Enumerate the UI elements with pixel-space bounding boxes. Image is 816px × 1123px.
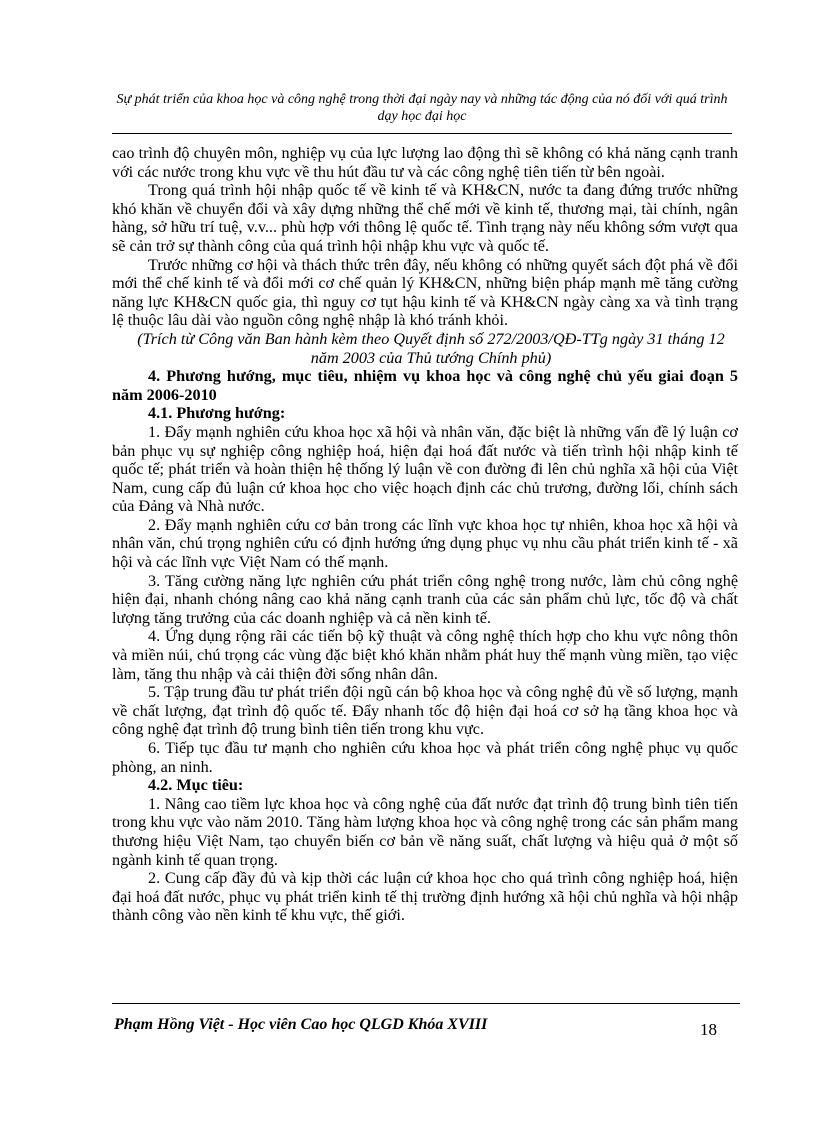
page-number: 18 [700, 1020, 717, 1039]
paragraph-continuation: cao trình độ chuyên môn, nghiệp vụ của lực lượng lao động thì sẽ không có khả năng cạnh tranh với các nước trong khu vực về thu hút đầu tư và các công nghệ tiên tiến từ bên ngoài. [112, 144, 738, 181]
list-item: 2. Cung cấp đầy đủ và kịp thời các luận cứ khoa học cho quá trình công nghiệp hoá, hiện đại hoá đất nước, phục vụ phát triển kinh tế thị trường định hướng xã hội chủ nghĩa và hội nhập thành công vào nền kinh tế khu vực, thế giới. [112, 869, 738, 925]
paragraph: Trước những cơ hội và thách thức trên đây, nếu không có những quyết sách đột phá về đổi mới thể chế kinh tế và đổi mới cơ chế quản lý KH&CN, những biện pháp mạnh mẽ tăng cường năng lực KH&CN quốc gia, thì nguy cơ tụt hậu kinh tế và KH&CN ngày càng xa và tình trạng lệ thuộc lâu dài vào nguồn công nghệ nhập là khó tránh khỏi. [112, 255, 738, 330]
subsection-heading: 4.1. Phương hướng: [148, 404, 286, 423]
paragraph: Trong quá trình hội nhập quốc tế về kinh tế và KH&CN, nước ta đang đứng trước những khó khăn về chuyển đổi và xây dựng những thể chế mới về kinh tế, thương mại, tài chính, ngân hàng, sở hữu trí tuệ, v.v... phù hợp với thông lệ quốc tế. Tình trạng này nếu không sớm vượt qua sẽ cản trở sự thành công của quá trình hội nhập khu vực và quốc tế. [112, 181, 738, 255]
footer-author: Phạm Hồng Việt - Học viên Cao học QLGD Khóa XVIII [114, 1016, 488, 1033]
footer-divider [112, 1003, 740, 1004]
subsection-heading: 4.2. Mục tiêu: [148, 776, 244, 795]
running-header: Sự phát triển của khoa học và công nghệ trong thời đại ngày nay và những tác động của nó đối với quá trình dạy học đại học [116, 92, 728, 124]
citation: (Trích từ Công văn Ban hành kèm theo Quyết định số 272/2003/QĐ-TTg ngày 31 tháng 12 năm 2003 của Thủ tướng Chính phủ) [137, 329, 725, 367]
list-item: 2. Đẩy mạnh nghiên cứu cơ bản trong các lĩnh vực khoa học tự nhiên, khoa học xã hội và nhân văn, chú trọng nghiên cứu có định hướng ứng dụng phục vụ nhu cầu phát triển kinh tế - xã hội và các lĩnh vực Việt Nam có thế mạnh. [112, 515, 738, 572]
list-item: 3. Tăng cường năng lực nghiên cứu phát triển công nghệ trong nước, làm chủ công nghệ hiện đại, nhanh chóng nâng cao khả năng cạnh tranh của các sản phẩm chủ lực, tốc độ và chất lượng tăng trưởng của các doanh nghiệp và cả nền kinh tế. [112, 571, 738, 627]
list-item: 4. Ứng dụng rộng rãi các tiến bộ kỹ thuật và công nghệ thích hợp cho khu vực nông thôn và miền núi, chú trọng các vùng đặc biệt khó khăn nhằm phát huy thế mạnh vùng miền, tạo việc làm, tăng thu nhập và cải thiện đời sống nhân dân. [112, 627, 738, 683]
list-item: 5. Tập trung đầu tư phát triển đội ngũ cán bộ khoa học và công nghệ đủ về số lượng, mạnh về chất lượng, đạt trình độ quốc tế. Đẩy nhanh tốc độ hiện đại hoá cơ sở hạ tầng khoa học và công nghệ đạt trình độ trung bình tiên tiến trong khu vực. [112, 683, 738, 739]
body-text [112, 144, 738, 925]
list-item: 1. Đẩy mạnh nghiên cứu khoa học xã hội và nhân văn, đặc biệt là những vấn đề lý luận cơ bản phục vụ sự nghiệp công nghiệp hoá, hiện đại hoá đất nước và tiến trình hội nhập kinh tế quốc tế; phát triển và hoàn thiện hệ thống lý luận về con đường đi lên chủ nghĩa xã hội của Việt Nam, cung cấp đủ luận cứ khoa học cho việc hoạch định các chủ trương, đường lối, chính sách của Đảng và Nhà nước. [112, 422, 738, 516]
section-heading: 4. Phương hướng, mục tiêu, nhiệm vụ khoa học và công nghệ chủ yếu giai đoạn 5 năm 2006-2010 [112, 367, 738, 404]
list-item: 1. Nâng cao tiềm lực khoa học và công nghệ của đất nước đạt trình độ trung bình tiên tiến trong khu vực vào năm 2010. Tăng hàm lượng khoa học và công nghệ trong các sản phẩm mang thương hiệu Việt Nam, tạo chuyển biến cơ bản về năng suất, chất lượng và hiệu quả ở một số ngành kinh tế quan trọng. [112, 794, 738, 869]
header-divider [112, 133, 732, 134]
list-item: 6. Tiếp tục đầu tư mạnh cho nghiên cứu khoa học và phát triển công nghệ phục vụ quốc phòng, an ninh. [112, 739, 738, 776]
